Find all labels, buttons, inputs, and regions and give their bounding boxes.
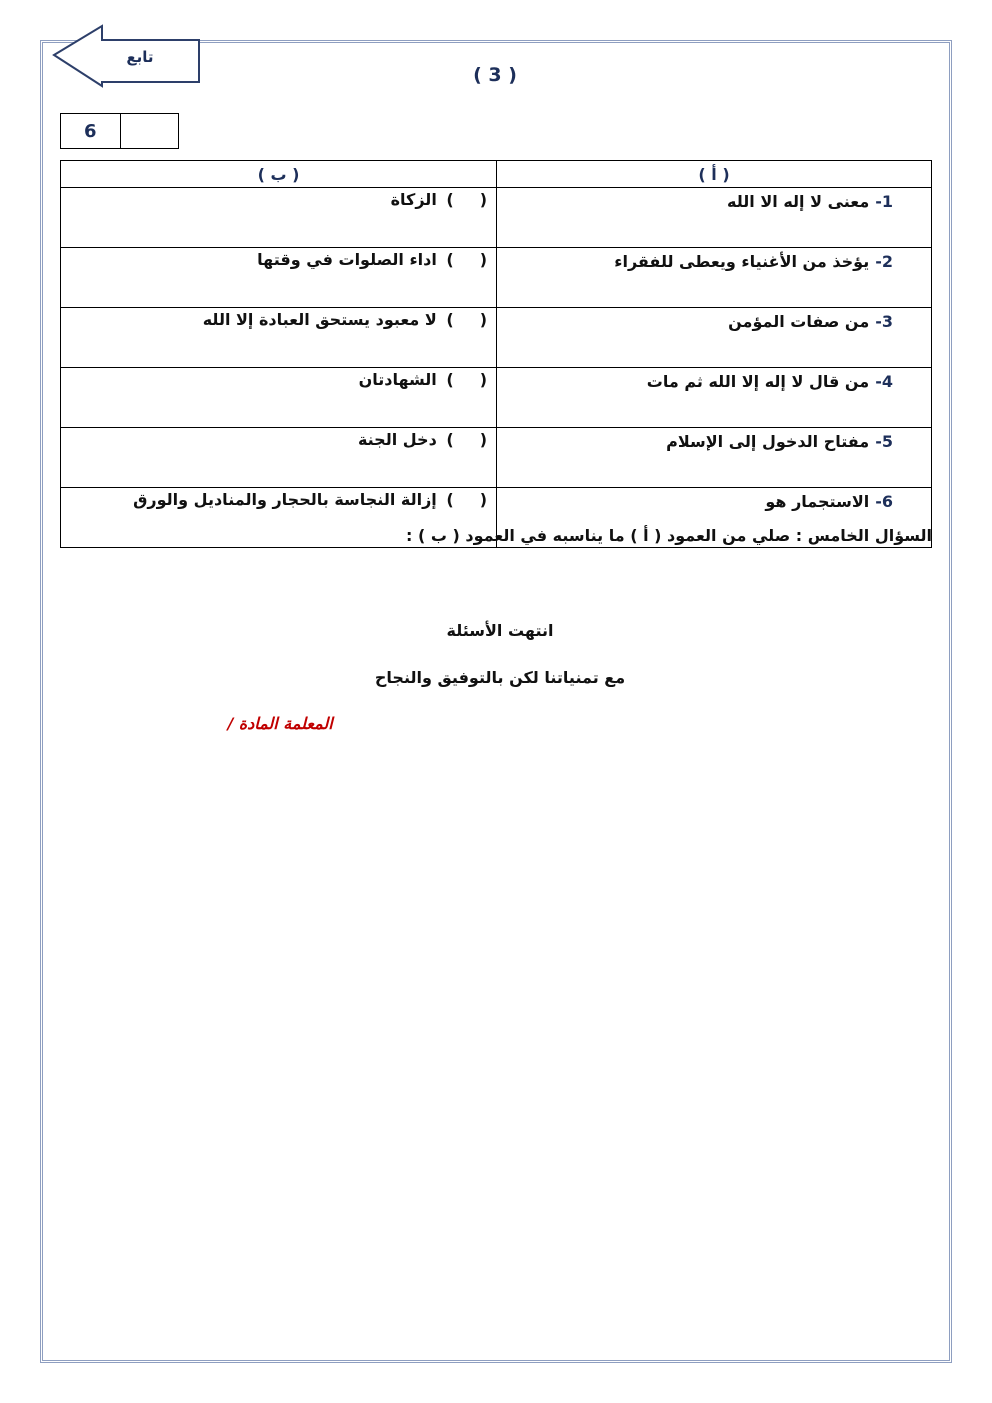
good-luck-message: مع تمنياتنا لكن بالتوفيق والنجاح — [374, 668, 626, 687]
item-number: 2- — [875, 252, 893, 271]
column-b-item: () لا معبود يستحق العبادة إلا الله — [61, 308, 497, 368]
item-number: 6- — [875, 492, 893, 511]
item-text: الزكاة — [390, 190, 437, 209]
matching-table — [60, 160, 932, 548]
score-box — [60, 113, 179, 149]
column-b-item: () الزكاة — [61, 188, 497, 248]
column-a-item — [497, 428, 932, 488]
table-row — [61, 248, 932, 308]
item-text: دخل الجنة — [357, 430, 437, 449]
item-text: معنى لا إله الا الله — [727, 192, 870, 211]
item-text: مفتاح الدخول إلى الإسلام — [666, 432, 870, 451]
column-a-item — [497, 308, 932, 368]
column-b-item: () إزالة النجاسة بالحجار والمناديل والورق — [61, 488, 497, 548]
item-number: 4- — [875, 372, 893, 391]
item-number: 3- — [875, 312, 893, 331]
item-text: اداء الصلوات في وقتها — [257, 250, 437, 269]
column-b-header: ( ب ) — [61, 161, 497, 188]
column-a-item — [497, 188, 932, 248]
item-text: لا معبود يستحق العبادة إلا الله — [202, 310, 437, 329]
score-value: 6 — [61, 114, 121, 148]
item-number: 1- — [875, 192, 893, 211]
table-row — [61, 308, 932, 368]
item-text: إزالة النجاسة بالحجار والمناديل والورق — [133, 490, 437, 509]
score-blank-cell — [121, 114, 179, 148]
column-b-item: () اداء الصلوات في وقتها — [61, 248, 497, 308]
continue-label: تابع — [126, 48, 154, 66]
item-text: يؤخذ من الأغنياء ويعطى للفقراء — [614, 252, 870, 271]
item-text: من صفات المؤمن — [728, 312, 870, 331]
teacher-signature: المعلمة المادة / — [227, 714, 333, 733]
item-text: الاستجمار هو — [765, 492, 870, 511]
item-text: من قال لا إله إلا الله ثم مات — [646, 372, 870, 391]
item-text: الشهادتان — [358, 370, 437, 389]
item-number: 5- — [875, 432, 893, 451]
table-row — [61, 188, 932, 248]
question-prompt: السؤال الخامس : صلي من العمود ( أ ) ما يناسبه في العمود ( ب ) : — [405, 526, 932, 545]
column-a-item — [497, 248, 932, 308]
column-a-header: ( أ ) — [497, 161, 932, 188]
table-row — [61, 368, 932, 428]
column-b-item: () الشهادتان — [61, 368, 497, 428]
table-header-row — [61, 161, 932, 188]
end-of-questions: انتهت الأسئلة — [446, 621, 554, 640]
table-row — [61, 428, 932, 488]
column-b-item: () دخل الجنة — [61, 428, 497, 488]
column-a-item — [497, 368, 932, 428]
page-number: ( 3 ) — [473, 64, 517, 86]
